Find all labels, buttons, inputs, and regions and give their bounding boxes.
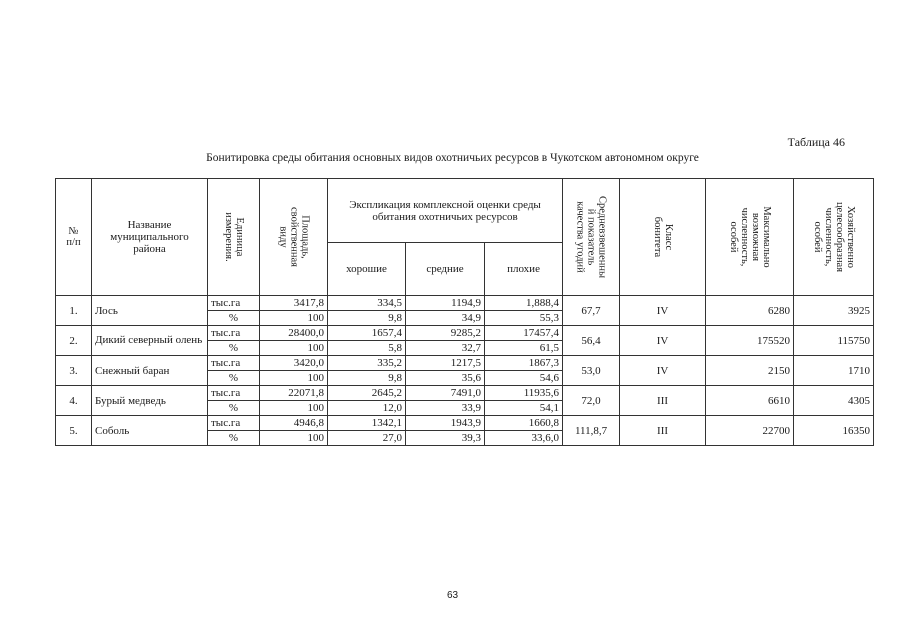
weighted-cell: 56,4 xyxy=(563,326,620,356)
max-cell: 2150 xyxy=(706,356,794,386)
medium-cell: 32,7 xyxy=(406,341,485,356)
bad-cell: 1867,3 xyxy=(485,356,563,371)
bad-cell: 61,5 xyxy=(485,341,563,356)
medium-cell: 33,9 xyxy=(406,401,485,416)
max-cell: 22700 xyxy=(706,416,794,446)
table-row xyxy=(56,356,874,371)
good-cell: 9,8 xyxy=(328,311,406,326)
medium-cell: 1943,9 xyxy=(406,416,485,431)
class-cell: IV xyxy=(620,296,706,326)
header-weighted-text: Средневзвешенны й показатель качества угодий xyxy=(574,195,608,279)
row-num: 1. xyxy=(56,296,92,326)
class-cell: III xyxy=(620,386,706,416)
table-row xyxy=(56,296,874,311)
good-cell: 12,0 xyxy=(328,401,406,416)
good-cell: 334,5 xyxy=(328,296,406,311)
unit-cell: тыс.га xyxy=(208,296,260,311)
table-title: Бонитировка среды обитания основных видов охотничьих ресурсов в Чукотском автономном округе xyxy=(206,152,699,164)
table-row xyxy=(56,386,874,401)
header-area-text: Площадь, свойственная виду xyxy=(277,207,310,267)
good-cell: 1342,1 xyxy=(328,416,406,431)
weighted-cell: 67,7 xyxy=(563,296,620,326)
weighted-cell: 53,0 xyxy=(563,356,620,386)
max-cell: 6610 xyxy=(706,386,794,416)
unit-cell: % xyxy=(208,401,260,416)
good-cell: 9,8 xyxy=(328,371,406,386)
weighted-cell: 72,0 xyxy=(563,386,620,416)
medium-cell: 35,6 xyxy=(406,371,485,386)
header-max-text: Максимально возможная численность, особей xyxy=(727,206,772,268)
good-cell: 335,2 xyxy=(328,356,406,371)
class-cell: IV xyxy=(620,356,706,386)
header-class-text: Класс бонитета xyxy=(651,216,674,258)
header-unit xyxy=(208,179,260,296)
area-cell: 100 xyxy=(260,371,328,386)
econ-cell: 3925 xyxy=(794,296,874,326)
header-class xyxy=(620,179,706,296)
bad-cell: 17457,4 xyxy=(485,326,563,341)
header-row-top xyxy=(56,179,874,243)
header-econ-text: Хозяйственно целесообразная численность, особей xyxy=(811,201,856,273)
unit-cell: тыс.га xyxy=(208,416,260,431)
row-num: 5. xyxy=(56,416,92,446)
habitat-table xyxy=(55,178,874,446)
good-cell: 5,8 xyxy=(328,341,406,356)
header-bad: плохие xyxy=(485,243,563,296)
good-cell: 2645,2 xyxy=(328,386,406,401)
max-cell: 6280 xyxy=(706,296,794,326)
econ-cell: 115750 xyxy=(794,326,874,356)
table-row xyxy=(56,326,874,341)
header-region: Название муниципального района xyxy=(92,179,208,296)
page-number: 63 xyxy=(446,590,459,601)
max-cell: 175520 xyxy=(706,326,794,356)
unit-cell: % xyxy=(208,431,260,446)
header-max xyxy=(706,179,794,296)
econ-cell: 16350 xyxy=(794,416,874,446)
header-explication: Экспликация комплексной оценки среды обитания охотничьих ресурсов xyxy=(328,179,563,243)
bad-cell: 1660,8 xyxy=(485,416,563,431)
unit-cell: тыс.га xyxy=(208,356,260,371)
medium-cell: 34,9 xyxy=(406,311,485,326)
bad-cell: 54,6 xyxy=(485,371,563,386)
class-cell: III xyxy=(620,416,706,446)
econ-cell: 4305 xyxy=(794,386,874,416)
unit-cell: % xyxy=(208,311,260,326)
row-num: 3. xyxy=(56,356,92,386)
row-num: 2. xyxy=(56,326,92,356)
bad-cell: 55,3 xyxy=(485,311,563,326)
row-name: Дикий северный олень xyxy=(92,326,208,356)
good-cell: 1657,4 xyxy=(328,326,406,341)
bad-cell: 1,888,4 xyxy=(485,296,563,311)
bad-cell: 54,1 xyxy=(485,401,563,416)
area-cell: 100 xyxy=(260,401,328,416)
area-cell: 3417,8 xyxy=(260,296,328,311)
area-cell: 28400,0 xyxy=(260,326,328,341)
area-cell: 100 xyxy=(260,341,328,356)
header-medium: средние xyxy=(406,243,485,296)
unit-cell: тыс.га xyxy=(208,386,260,401)
header-area xyxy=(260,179,328,296)
area-cell: 100 xyxy=(260,431,328,446)
row-name: Бурый медведь xyxy=(92,386,208,416)
header-weighted xyxy=(563,179,620,296)
table-label: Таблица 46 xyxy=(787,135,845,149)
medium-cell: 9285,2 xyxy=(406,326,485,341)
area-cell: 100 xyxy=(260,311,328,326)
medium-cell: 7491,0 xyxy=(406,386,485,401)
row-name: Соболь xyxy=(92,416,208,446)
bad-cell: 33,6,0 xyxy=(485,431,563,446)
row-name: Снежный баран xyxy=(92,356,208,386)
area-cell: 3420,0 xyxy=(260,356,328,371)
medium-cell: 39,3 xyxy=(406,431,485,446)
medium-cell: 1194,9 xyxy=(406,296,485,311)
header-num: № п/п xyxy=(56,179,92,296)
row-num: 4. xyxy=(56,386,92,416)
bad-cell: 11935,6 xyxy=(485,386,563,401)
class-cell: IV xyxy=(620,326,706,356)
unit-cell: % xyxy=(208,371,260,386)
unit-cell: тыс.га xyxy=(208,326,260,341)
header-econ xyxy=(794,179,874,296)
good-cell: 27,0 xyxy=(328,431,406,446)
area-cell: 22071,8 xyxy=(260,386,328,401)
econ-cell: 1710 xyxy=(794,356,874,386)
area-cell: 4946,8 xyxy=(260,416,328,431)
row-name: Лось xyxy=(92,296,208,326)
table-row xyxy=(56,416,874,431)
medium-cell: 1217,5 xyxy=(406,356,485,371)
header-good: хорошие xyxy=(328,243,406,296)
weighted-cell: 111,8,7 xyxy=(563,416,620,446)
header-unit-text: Единица измерения. xyxy=(222,212,245,262)
unit-cell: % xyxy=(208,341,260,356)
